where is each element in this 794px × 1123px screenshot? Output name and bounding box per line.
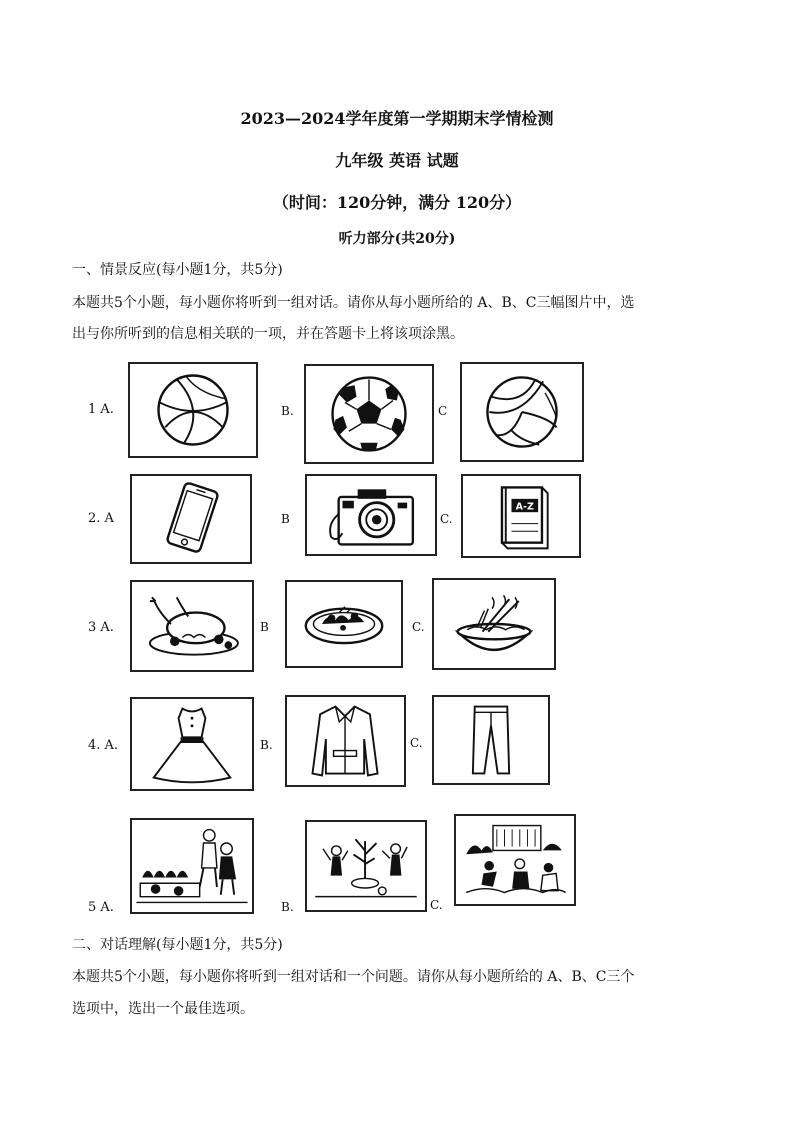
- volleyball-icon: [462, 364, 582, 460]
- q4-option-b-label: B.: [260, 738, 273, 752]
- section2-instruction-line1: 本题共5个小题，每小题你将听到一组对话和一个问题。请你从每小题所给的 A、B、C三个: [72, 969, 635, 985]
- svg-text:A-Z: A-Z: [515, 501, 534, 513]
- q3-option-a-picture[interactable]: [130, 580, 254, 672]
- q1-option-c-label: C: [438, 404, 448, 418]
- question-4-label: 4. A.: [88, 738, 119, 753]
- planting-flowers-icon: [132, 820, 252, 912]
- q1-option-a-picture[interactable]: [128, 362, 258, 458]
- exam-title: 2023—2024学年度第一学期期末学情检测: [240, 109, 554, 128]
- question-5-label: 5 A.: [88, 900, 114, 915]
- mobile-phone-icon: [132, 476, 250, 562]
- q1-option-b-label: B.: [281, 404, 294, 418]
- question-2-label: 2. A: [88, 511, 114, 526]
- q1-option-c-picture[interactable]: [460, 362, 584, 462]
- dress-icon: [132, 699, 252, 789]
- q2-option-b-picture[interactable]: [305, 474, 437, 556]
- exam-time-info: （时间：120分钟，满分 120分）: [272, 193, 522, 212]
- section1-heading: 一、情景反应(每小题1分，共5分): [72, 262, 283, 278]
- cleaning-up-icon: [456, 816, 574, 904]
- q5-option-a-picture[interactable]: [130, 818, 254, 914]
- roast-chicken-icon: [132, 582, 252, 670]
- q4-option-c-label: C.: [410, 736, 423, 750]
- basketball-icon: [130, 364, 256, 456]
- q5-option-c-picture[interactable]: [454, 814, 576, 906]
- dumplings-plate-icon: [287, 582, 401, 666]
- q5-option-b-picture[interactable]: [305, 820, 427, 912]
- trousers-icon: [434, 697, 548, 783]
- q5-option-b-label: B.: [281, 900, 294, 914]
- question-1-label: 1 A.: [88, 402, 114, 417]
- q5-option-c-label: C.: [430, 898, 443, 912]
- shirt-icon: [287, 697, 404, 785]
- section1-instruction-line2: 出与你所听到的信息相关联的一项，并在答题卡上将该项涂黑。: [72, 326, 464, 342]
- section2-instruction-line2: 选项中，选出一个最佳选项。: [72, 1001, 254, 1017]
- q4-option-b-picture[interactable]: [285, 695, 406, 787]
- section1-instruction-line1: 本题共5个小题，每小题你将听到一组对话。请你从每小题所给的 A、B、C三幅图片中，选: [72, 295, 635, 311]
- q1-option-b-picture[interactable]: [304, 364, 434, 464]
- q3-option-b-picture[interactable]: [285, 580, 403, 668]
- q3-option-c-picture[interactable]: [432, 578, 556, 670]
- planting-trees-icon: [307, 822, 425, 910]
- q2-option-a-picture[interactable]: [130, 474, 252, 564]
- noodles-bowl-icon: [434, 580, 554, 668]
- listening-part-heading: 听力部分(共20分): [338, 231, 456, 247]
- section2-heading: 二、对话理解(每小题1分，共5分): [72, 937, 283, 953]
- q2-option-c-label: C.: [440, 512, 453, 526]
- q3-option-c-label: C.: [412, 620, 425, 634]
- q2-option-c-picture[interactable]: [461, 474, 581, 558]
- q4-option-c-picture[interactable]: [432, 695, 550, 785]
- question-3-label: 3 A.: [88, 620, 114, 635]
- camera-icon: [307, 476, 435, 554]
- soccer-ball-icon: [306, 366, 432, 462]
- q3-option-b-label: B: [260, 620, 269, 634]
- q2-option-b-label: B: [281, 512, 290, 526]
- exam-subtitle: 九年级 英语 试题: [335, 151, 459, 170]
- q4-option-a-picture[interactable]: [130, 697, 254, 791]
- dictionary-icon: [463, 476, 579, 556]
